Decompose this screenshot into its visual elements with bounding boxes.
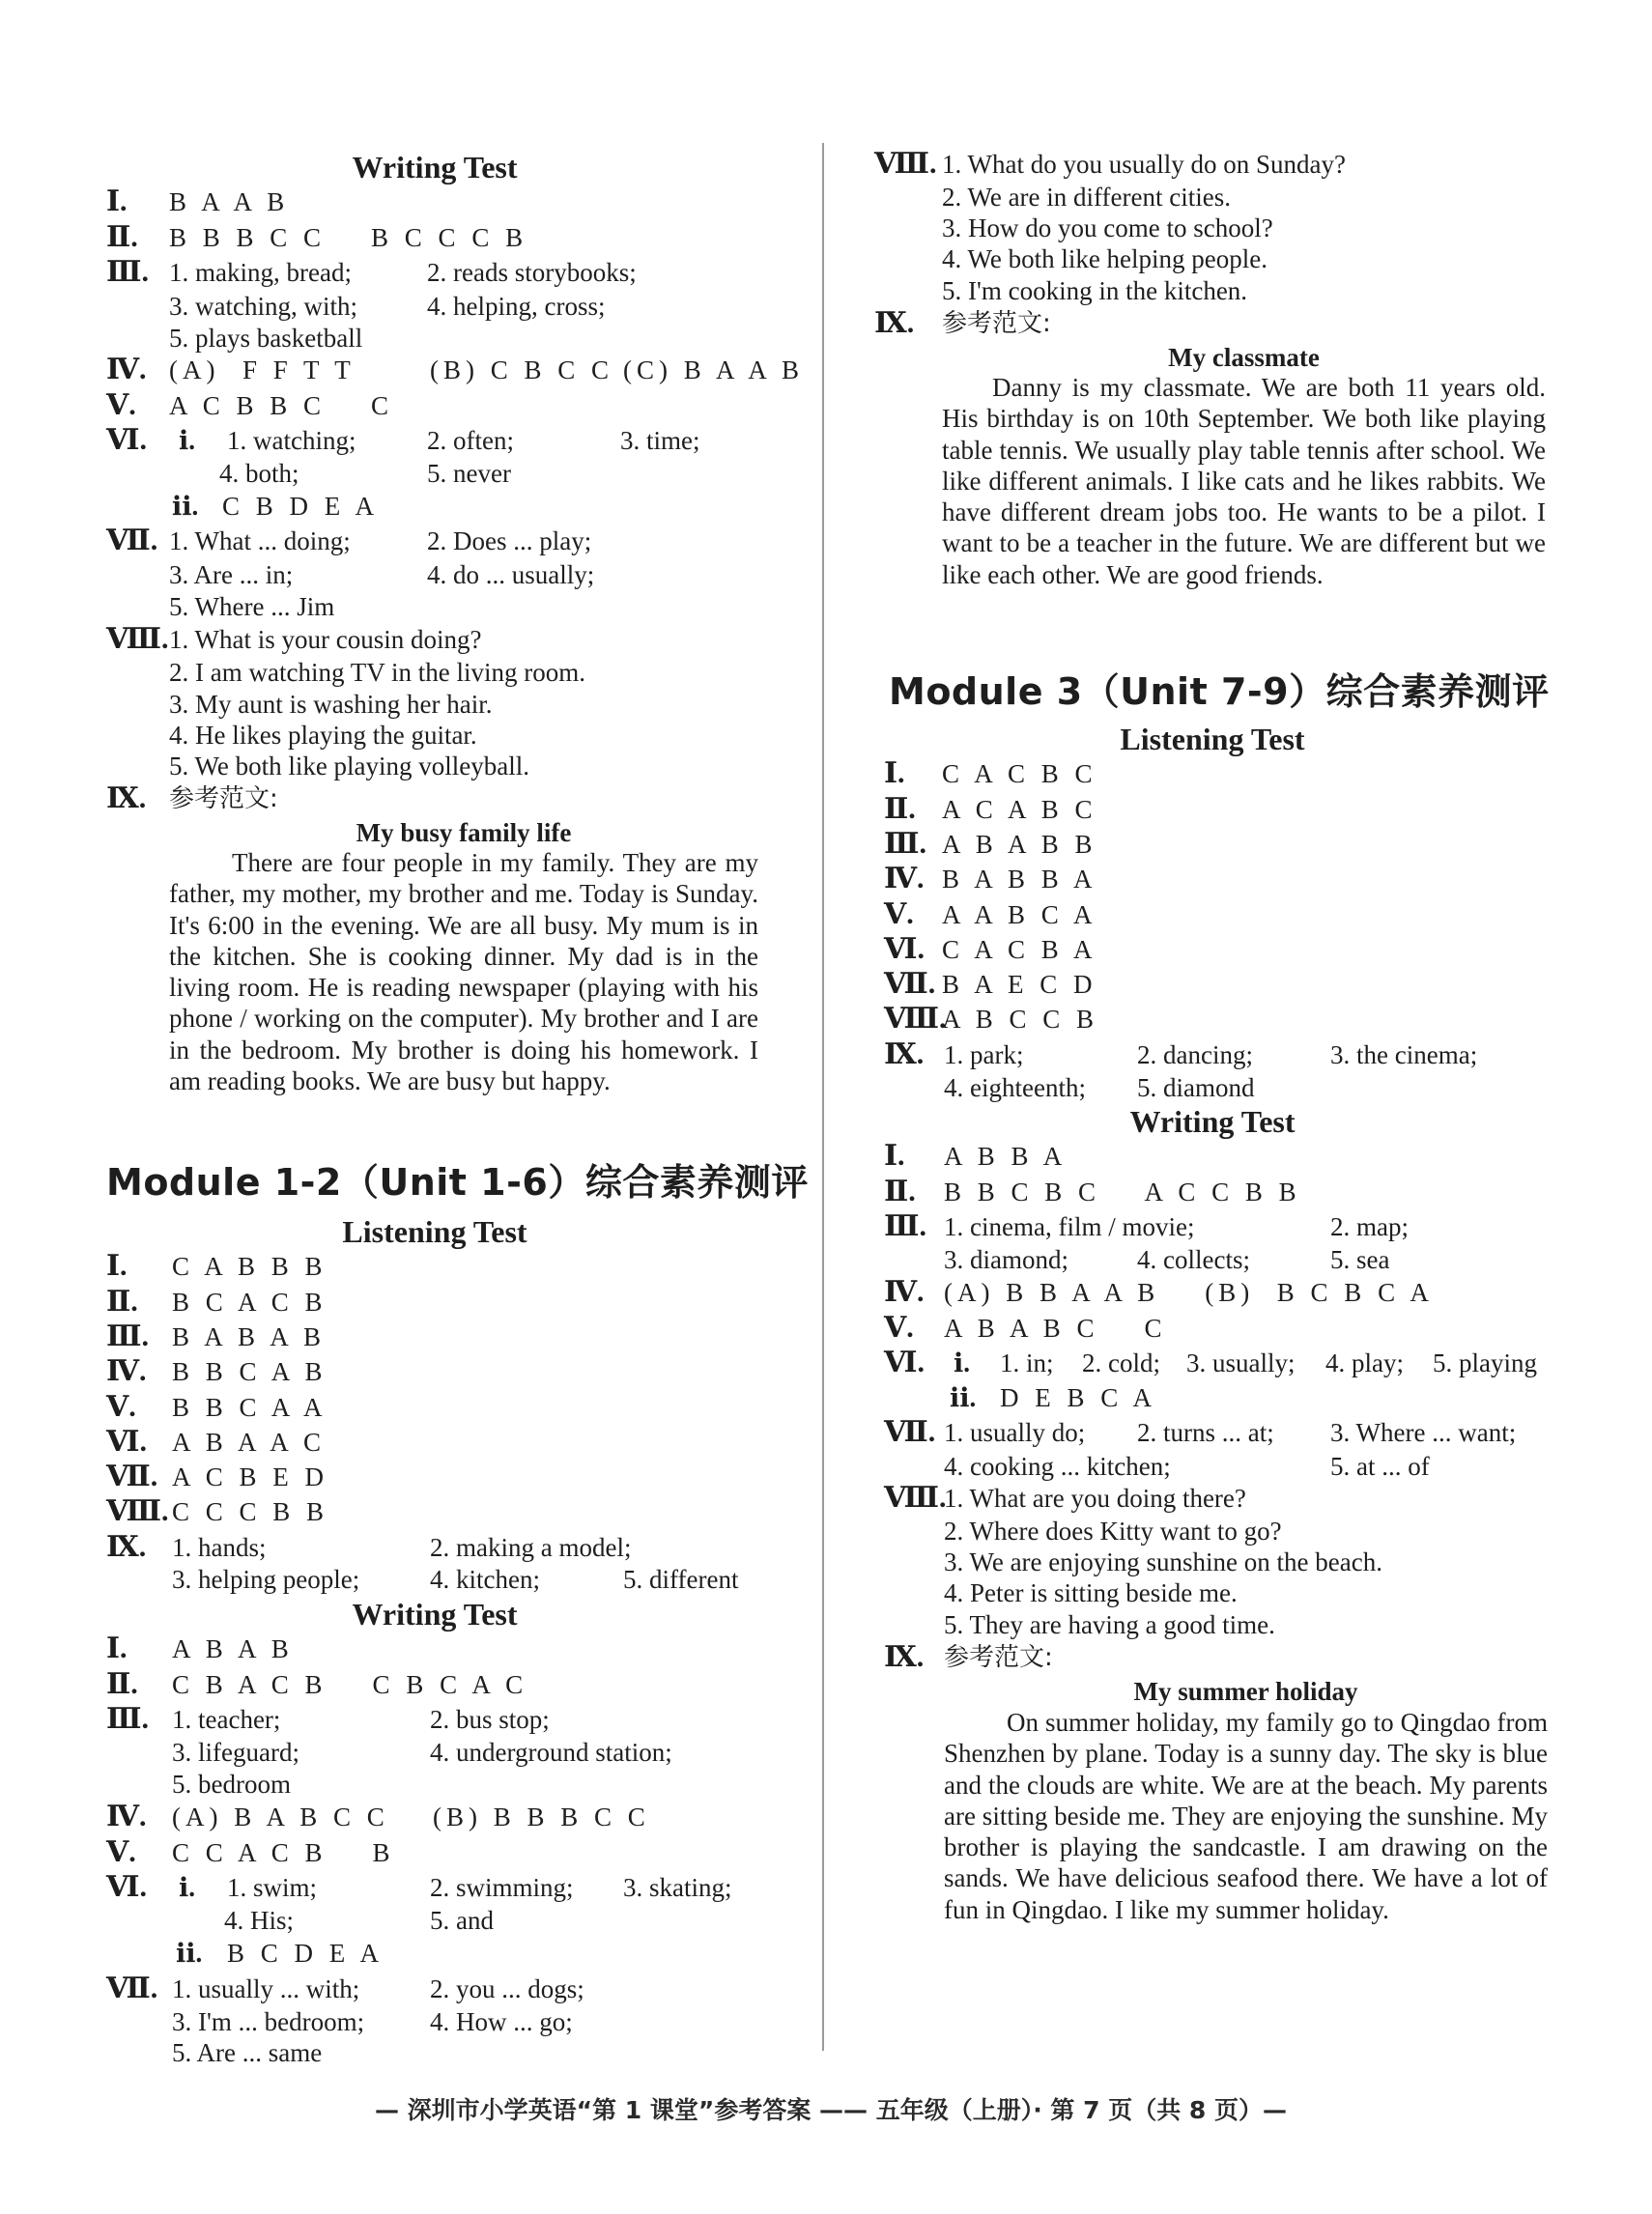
question-number: Ⅵ. [106, 1871, 147, 1903]
sentence: 5. I'm cooking in the kitchen. [942, 276, 1248, 305]
question-number: Ⅷ. [874, 148, 937, 180]
answer: 3. helping people; [172, 1565, 360, 1594]
question-number: Ⅷ. [884, 1003, 947, 1035]
question-number: Ⅰ. [884, 757, 905, 789]
answer: B C D E A [227, 1939, 385, 1968]
sub-label: ⅱ. [176, 1939, 203, 1968]
question-number: Ⅴ. [884, 1312, 914, 1344]
answer: 4. collects; [1137, 1245, 1250, 1274]
answer: 3. I'm ... bedroom; [172, 2007, 365, 2036]
question-number: Ⅴ. [106, 1391, 136, 1423]
sentence: 4. Peter is sitting beside me. [944, 1578, 1238, 1607]
answer: 1. park; [944, 1040, 1024, 1069]
answer: 5. never [427, 459, 511, 488]
answer: C A B B B [172, 1252, 328, 1281]
answer: 2. you ... dogs; [430, 1974, 584, 2003]
model-essay-label: 参考范文: [942, 309, 1051, 338]
answer: 3. lifeguard; [172, 1738, 299, 1767]
sub-label: ⅰ. [179, 426, 196, 455]
answer: 3. Where ... want; [1330, 1418, 1517, 1447]
answer: C B A C B C B C A C [172, 1670, 528, 1699]
answer: 2. swimming; [430, 1873, 574, 1902]
answer: 4. eighteenth; [944, 1073, 1086, 1102]
answer: 4. cooking ... kitchen; [944, 1452, 1171, 1481]
question-number: Ⅸ. [884, 1641, 925, 1673]
answer: 5. different [623, 1565, 739, 1594]
answer: A B A B B [942, 830, 1097, 859]
question-number: Ⅳ. [884, 863, 925, 894]
question-number: Ⅶ. [884, 968, 936, 1000]
answer: 4. underground station; [430, 1738, 672, 1767]
answer: 4. How ... go; [430, 2007, 573, 2036]
answer: 4. do ... usually; [427, 560, 595, 589]
answer: 1. cinema, film / movie; [944, 1212, 1195, 1241]
sentence: 3. My aunt is washing her hair. [169, 690, 493, 719]
question-number: Ⅰ. [106, 1632, 128, 1664]
answer: 3. time; [620, 426, 700, 455]
answer: 2. reads storybooks; [427, 258, 637, 287]
question-number: Ⅰ. [884, 1140, 905, 1172]
question-number: Ⅶ. [106, 1973, 158, 2004]
question-number: Ⅱ. [106, 221, 138, 253]
question-number: Ⅴ. [106, 1836, 136, 1868]
answer: 3. skating; [623, 1873, 732, 1902]
answer: C A C B A [942, 935, 1097, 964]
model-essay-label: 参考范文: [169, 784, 278, 813]
answer: 5. and [430, 1906, 494, 1935]
answer: D E B C A [1000, 1383, 1157, 1412]
sentence: 4. He likes playing the guitar. [169, 721, 477, 750]
essay-title: My classmate [1168, 343, 1320, 372]
answer: 3. diamond; [944, 1245, 1068, 1274]
answer: 5. Are ... same [172, 2038, 323, 2067]
answer: 1. usually do; [944, 1418, 1086, 1447]
sentence: 2. We are in different cities. [942, 183, 1231, 212]
answer: 4. His; [224, 1906, 295, 1935]
answer: 2. often; [427, 426, 514, 455]
module-heading: Module 1-2（Unit 1-6）综合素养测评 [106, 1161, 809, 1204]
model-essay: There are four people in my family. They are my father, my mother, my brother and me. Today is Sunday. It's 6:00 in the evening. We are all busy. My mum is in the kitchen. She is cooking dinner. My dad is in the living room. He is reading newspaper (playing with his phone / working on the computer). My brother and I are in the bedroom. My brother is doing his homework. I am reading books. We are busy but happy. [169, 848, 758, 1096]
question-number: Ⅶ. [106, 525, 158, 556]
question-number: Ⅱ. [884, 1176, 916, 1207]
answer: 5. bedroom [172, 1770, 291, 1799]
answer: A C B E D [172, 1462, 329, 1491]
sentence: 2. I am watching TV in the living room. [169, 658, 585, 687]
question-number: Ⅲ. [106, 256, 150, 288]
sub-label: ⅰ. [954, 1348, 971, 1377]
answer: 1. usually ... with; [172, 1974, 360, 2003]
sub-label: ⅱ. [950, 1383, 977, 1412]
answer: B A A B [169, 187, 290, 216]
question-number: Ⅸ. [874, 307, 915, 339]
question-number: Ⅰ. [106, 185, 128, 217]
section-title-writing-test: Writing Test [1129, 1104, 1296, 1139]
question-number: Ⅲ. [884, 1210, 927, 1242]
answer: 1. in; [1000, 1348, 1054, 1377]
answer: 2. making a model; [430, 1533, 632, 1562]
question-number: Ⅳ. [106, 1355, 147, 1387]
question-number: Ⅸ. [884, 1038, 925, 1070]
page-footer: — 深圳市小学英语“第 1 课堂”参考答案 —— 五年级（上册）· 第 7 页（共 8 页）— [374, 2096, 1288, 2124]
answer: B B C A B [172, 1357, 328, 1386]
answer: B A B A B [172, 1322, 327, 1351]
answer: 1. hands; [172, 1533, 267, 1562]
answer: 1. teacher; [172, 1705, 281, 1734]
question-number: Ⅶ. [884, 1416, 936, 1448]
essay-title: My summer holiday [1133, 1677, 1358, 1706]
answer: 5. playing [1433, 1348, 1537, 1377]
answer: 5. plays basketball [169, 324, 363, 353]
answer: B C A C B [172, 1288, 328, 1317]
sub-label: ⅰ. [179, 1873, 196, 1902]
question-number: Ⅱ. [884, 793, 916, 825]
answer: (B) B B B C C [433, 1802, 650, 1831]
answer: 5. sea [1330, 1245, 1390, 1274]
question-number: Ⅲ. [106, 1320, 150, 1352]
sentence: 1. What is your cousin doing? [169, 625, 482, 654]
question-number: Ⅶ. [106, 1461, 158, 1492]
answer: 5. Where ... Jim [169, 592, 335, 621]
answer: 2. bus stop; [430, 1705, 550, 1734]
answer: 1. making, bread; [169, 258, 352, 287]
question-number: Ⅸ. [106, 1531, 147, 1563]
answer: 2. cold; [1082, 1348, 1160, 1377]
answer: B A B B A [942, 865, 1097, 894]
answer: (A) F F T T [169, 355, 356, 384]
answer: C C A C B B [172, 1838, 395, 1867]
model-essay-label: 参考范文: [944, 1643, 1053, 1672]
answer: 1. watching; [227, 426, 356, 455]
question-number: Ⅵ. [884, 933, 925, 965]
sentence: 2. Where does Kitty want to go? [944, 1517, 1282, 1546]
answer: 1. What ... doing; [169, 526, 351, 555]
answer: 4. both; [219, 459, 299, 488]
module-heading: Module 3（Unit 7-9）综合素养测评 [889, 670, 1550, 713]
sentence: 4. We both like helping people. [942, 244, 1268, 273]
answer: A C B B C C [169, 391, 394, 420]
answer: 3. Are ... in; [169, 560, 294, 589]
answer: B B B C C B C C C B [169, 223, 528, 252]
answer: 3. usually; [1186, 1348, 1296, 1377]
question-number: Ⅳ. [106, 1801, 147, 1832]
answer: A C A B C [942, 795, 1097, 824]
answer: B B C B C A C C B B [944, 1178, 1301, 1206]
question-number: Ⅸ. [106, 782, 147, 814]
sentence: 3. How do you come to school? [942, 213, 1273, 242]
question-number: Ⅲ. [884, 828, 927, 860]
answer: 2. map; [1330, 1212, 1409, 1241]
model-essay: Danny is my classmate. We are both 11 years old. His birthday is on 10th September. We both like playing table tennis. We usually play table tennis after school. We like different animals. I like cats and he likes rabbits. We have different dream jobs too. He wants to be a pilot. I want to be a teacher in the future. We are different but we like each other. We are good friends. [942, 373, 1546, 589]
question-number: Ⅵ. [106, 424, 147, 456]
answer: C A C B C [942, 759, 1097, 788]
question-number: Ⅲ. [106, 1703, 150, 1735]
answer: A B A B C C [944, 1314, 1167, 1343]
sentence: 3. We are enjoying sunshine on the beach. [944, 1547, 1382, 1576]
question-number: Ⅳ. [106, 354, 147, 385]
answer: 5. diamond [1137, 1073, 1255, 1102]
question-number: Ⅷ. [106, 1495, 169, 1527]
model-essay: On summer holiday, my family go to Qingdao from Shenzhen by plane. Today is a sunny day. The sky is blue and the clouds are white. We are at the beach. My parents are sitting beside me. They are enjoying the sunshine. My brother is playing the sandcastle. I am drawing on the sands. We have delicious seafood there. We have a lot of fun in Qingdao. I like my summer holiday. [944, 1708, 1548, 1924]
essay-title: My busy family life [356, 818, 572, 847]
answer: A B A B [172, 1634, 294, 1663]
section-title-writing-test: Writing Test [352, 1597, 518, 1632]
sentence: 1. What are you doing there? [944, 1484, 1246, 1513]
answer: 4. kitchen; [430, 1565, 540, 1594]
sentence: 5. They are having a good time. [944, 1610, 1275, 1639]
answer: A B B A [944, 1142, 1068, 1171]
answer: 1. swim; [227, 1873, 318, 1902]
answer: A A B C A [942, 900, 1097, 929]
question-number: Ⅳ. [884, 1276, 925, 1308]
answer: (A) B B A A B (B) B C B C A [944, 1278, 1434, 1307]
question-number: Ⅵ. [106, 1426, 147, 1458]
answer: 4. helping, cross; [427, 292, 606, 321]
answer: B B C A A [172, 1393, 328, 1422]
answer: (B) C B C C [430, 355, 614, 384]
answer: (A) B A B C C [172, 1802, 389, 1831]
answer: 3. watching, with; [169, 292, 357, 321]
question-number: Ⅷ. [106, 623, 169, 655]
section-title-writing-test: Writing Test [352, 150, 518, 184]
question-number: Ⅵ. [884, 1347, 925, 1378]
answer: 2. turns ... at; [1137, 1418, 1274, 1447]
question-number: Ⅴ. [884, 898, 914, 930]
answer: B A E C D [942, 970, 1097, 999]
question-number: Ⅱ. [106, 1668, 138, 1700]
answer: 2. dancing; [1137, 1040, 1253, 1069]
answer: 4. play; [1325, 1348, 1404, 1377]
answer: 2. Does ... play; [427, 526, 592, 555]
question-number: Ⅰ. [106, 1250, 128, 1282]
question-number: Ⅷ. [884, 1482, 947, 1514]
answer: C C C B B [172, 1497, 329, 1526]
question-number: Ⅱ. [106, 1286, 138, 1318]
column-divider [822, 143, 824, 2051]
sub-label: ⅱ. [172, 492, 199, 521]
answer: 5. at ... of [1330, 1452, 1430, 1481]
answer: 3. the cinema; [1330, 1040, 1478, 1069]
answer: C B D E A [222, 492, 380, 521]
sentence: 1. What do you usually do on Sunday? [942, 150, 1346, 179]
answer: A B C C B [942, 1005, 1099, 1034]
question-number: Ⅴ. [106, 389, 136, 421]
answer: A B A A C [172, 1428, 327, 1457]
sentence: 5. We both like playing volleyball. [169, 752, 530, 781]
answer: (C) B A A B [623, 355, 805, 384]
section-title-listening-test: Listening Test [342, 1214, 527, 1249]
section-title-listening-test: Listening Test [1120, 722, 1305, 756]
